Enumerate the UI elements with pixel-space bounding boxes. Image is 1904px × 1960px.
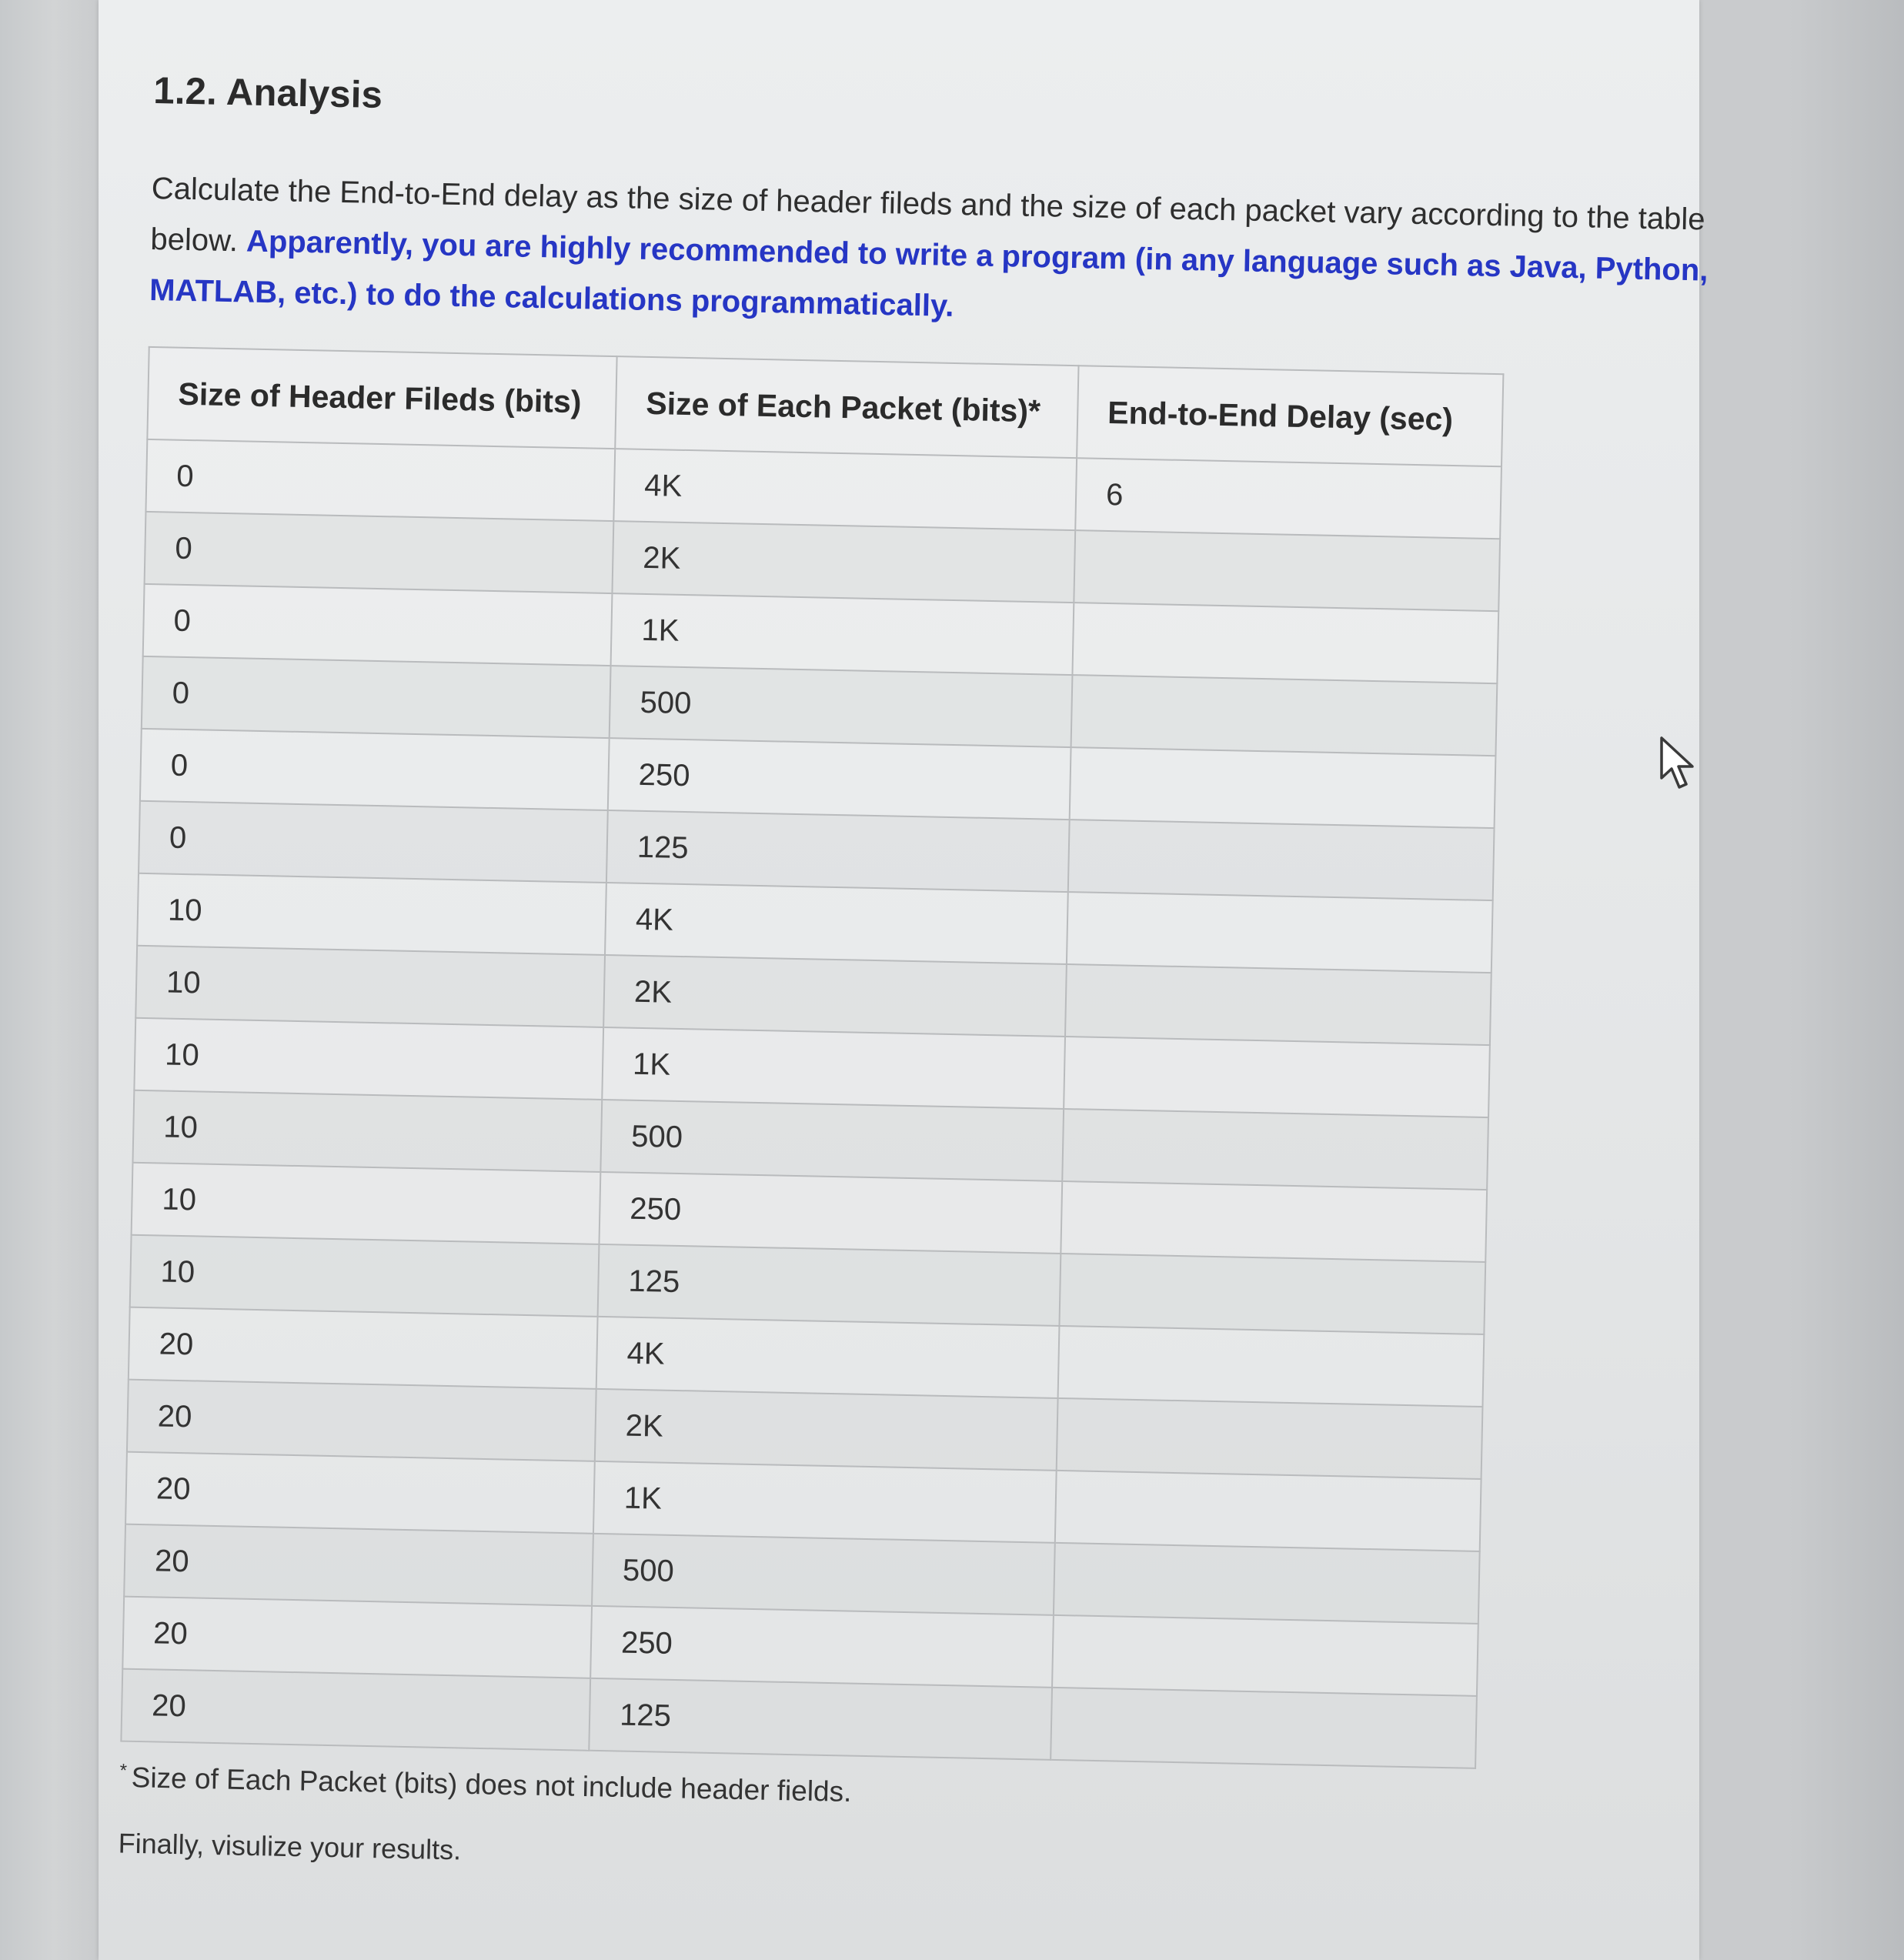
closing-text: Finally, visulize your results.: [118, 1827, 462, 1866]
footnote-text: Size of Each Packet (bits) does not include header fields.: [131, 1761, 852, 1808]
cell-packet-size: 2K: [612, 521, 1075, 603]
cell-delay: [1067, 892, 1493, 973]
cell-header-size: 0: [140, 729, 610, 810]
header-size-each-packet: Size of Each Packet (bits)*: [615, 356, 1078, 458]
cell-delay: [1058, 1326, 1485, 1407]
cell-packet-size: 250: [590, 1606, 1054, 1688]
arrow-pointer-icon: [1658, 735, 1700, 792]
cell-packet-size: 500: [592, 1534, 1055, 1615]
cell-delay: [1065, 964, 1491, 1045]
cell-packet-size: 4K: [596, 1317, 1060, 1398]
cell-header-size: 0: [145, 512, 614, 593]
cell-header-size: 20: [127, 1380, 596, 1461]
cell-header-size: 0: [139, 801, 608, 883]
cell-delay: [1054, 1543, 1480, 1624]
delay-table: [120, 346, 1504, 1769]
section-heading: 1.2. Analysis: [152, 69, 383, 116]
cell-packet-size: 125: [589, 1678, 1052, 1760]
screen-edge-shade: [1789, 0, 1904, 1960]
cell-delay: 6: [1075, 458, 1501, 539]
cell-header-size: 10: [132, 1090, 602, 1172]
header-size-header-fields: Size of Header Fileds (bits): [147, 347, 616, 449]
document-content: [118, 69, 1739, 1892]
cell-packet-size: 500: [600, 1100, 1064, 1181]
cell-header-size: 10: [130, 1235, 600, 1317]
cell-packet-size: 4K: [613, 449, 1077, 530]
cell-header-size: 20: [125, 1452, 595, 1534]
cell-header-size: 10: [135, 946, 605, 1027]
cell-packet-size: 500: [610, 666, 1073, 747]
footnote-marker: *: [119, 1760, 128, 1781]
cell-delay: [1061, 1181, 1487, 1262]
cell-packet-size: 1K: [593, 1461, 1057, 1543]
cell-packet-size: 125: [598, 1244, 1061, 1326]
cell-packet-size: 2K: [603, 955, 1067, 1037]
intro-paragraph: [149, 163, 1738, 347]
cell-delay: [1062, 1109, 1488, 1190]
cell-delay: [1074, 530, 1500, 611]
cell-delay: [1064, 1037, 1490, 1117]
cell-header-size: 20: [124, 1524, 593, 1606]
cell-header-size: 20: [129, 1307, 598, 1389]
cell-packet-size: 1K: [602, 1027, 1065, 1109]
cell-delay: [1068, 820, 1495, 900]
cell-delay: [1070, 747, 1496, 828]
cell-header-size: 10: [134, 1018, 603, 1100]
cell-delay: [1057, 1398, 1483, 1479]
cell-header-size: 0: [143, 584, 613, 666]
cell-header-size: 0: [142, 656, 611, 738]
cell-delay: [1072, 603, 1498, 683]
cell-packet-size: 125: [606, 810, 1070, 892]
document-page: [99, 0, 1709, 1960]
cell-header-size: 20: [122, 1597, 592, 1678]
footnote: [119, 1761, 1705, 1826]
cell-delay: [1051, 1688, 1477, 1768]
intro-text: Calculate the End-to-End delay as the size of header fileds and the size of each packet vary according to the table below.: [150, 171, 1705, 259]
cell-header-size: 20: [121, 1669, 590, 1751]
cell-delay: [1052, 1615, 1478, 1696]
table-body: [121, 439, 1501, 1768]
header-end-to-end-delay: End-to-End Delay (sec): [1077, 366, 1503, 466]
cell-delay: [1059, 1254, 1485, 1334]
cell-packet-size: 1K: [611, 593, 1074, 675]
cell-delay: [1055, 1471, 1481, 1551]
cell-header-size: 10: [137, 873, 606, 955]
cell-header-size: 10: [132, 1163, 601, 1244]
cell-delay: [1071, 675, 1498, 756]
cell-packet-size: 4K: [605, 883, 1068, 964]
intro-highlight: Apparently, you are highly recommended to write a program (in any language such as Java, Python, MATLAB, etc.) to do the calculations programmatically.: [149, 224, 1709, 323]
cell-header-size: 0: [145, 439, 615, 521]
cell-packet-size: 250: [599, 1172, 1062, 1254]
cell-packet-size: 2K: [595, 1389, 1058, 1471]
cell-packet-size: 250: [608, 738, 1071, 820]
